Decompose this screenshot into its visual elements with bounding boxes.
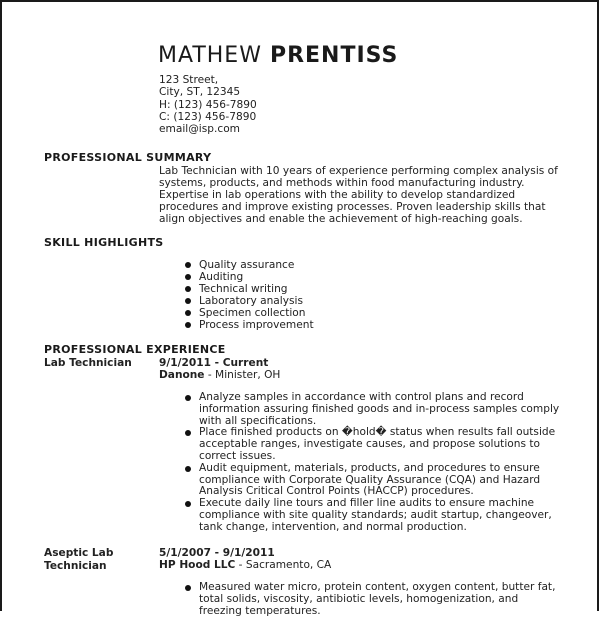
job-dates: 9/1/2011 - Current xyxy=(159,357,269,369)
summary-text: Lab Technician with 10 years of experience performing complex analysis of systems, products, and methods within food manufacturing industry. Expertise in lab operations with the ability to develop standardized procedures and improve existing processes. Proven leadership skills that align objectives and enable the achievement of high-reaching goals. xyxy=(159,165,558,226)
skill-item: Specimen collection xyxy=(199,307,314,319)
skill-item: Technical writing xyxy=(199,283,314,295)
experience-heading: PROFESSIONAL EXPERIENCE xyxy=(44,343,226,356)
skill-item: Quality assurance xyxy=(199,259,314,271)
job-company: HP Hood LLC - Sacramento, CA xyxy=(159,559,332,571)
summary-heading: PROFESSIONAL SUMMARY xyxy=(44,151,212,164)
skill-item: Laboratory analysis xyxy=(199,295,314,307)
duty-item: Analyze samples in accordance with control plans and record information assuring finished goods and in-process samples comply with all specifications. xyxy=(199,392,564,427)
job-title: Lab Technician xyxy=(44,357,132,369)
job-duties-list xyxy=(199,582,564,617)
skills-list xyxy=(199,259,314,331)
skills-heading: SKILL HIGHLIGHTS xyxy=(44,236,164,249)
address-line-1: 123 Street, xyxy=(159,74,219,86)
home-phone: H: (123) 456-7890 xyxy=(159,98,257,111)
candidate-name: MATHEW PRENTISS xyxy=(158,43,399,68)
skill-item: Auditing xyxy=(199,271,314,283)
cell-phone: C: (123) 456-7890 xyxy=(159,110,257,123)
duty-item: Measured water micro, protein content, oxygen content, butter fat, total solids, viscosity, antibiotic levels, homogenization, and freezing temperatures. xyxy=(199,582,564,617)
duty-item: Execute daily line tours and filler line audits to ensure machine compliance with site quality standards; audit startup, changeover, tank change, intervention, and normal production. xyxy=(199,498,564,533)
address-line-2: City, ST, 12345 xyxy=(159,86,241,99)
duty-item: Audit equipment, materials, products, and procedures to ensure compliance with Corporate Quality Assurance (CQA) and Hazard Analysis Critical Control Points (HACCP) procedures. xyxy=(199,463,564,498)
email-address[interactable]: email@isp.com xyxy=(159,123,240,136)
job-duties-list xyxy=(199,392,564,534)
duty-item: Place finished products on �hold� status when results fall outside acceptable ranges, investigate causes, and propose solutions to correct issues. xyxy=(199,427,564,462)
job-title: Aseptic Lab Technician xyxy=(44,547,114,572)
skill-item: Process improvement xyxy=(199,319,314,331)
contact-block xyxy=(159,74,257,135)
job-company: Danone - Minister, OH xyxy=(159,369,281,381)
job-dates: 5/1/2007 - 9/1/2011 xyxy=(159,547,275,559)
